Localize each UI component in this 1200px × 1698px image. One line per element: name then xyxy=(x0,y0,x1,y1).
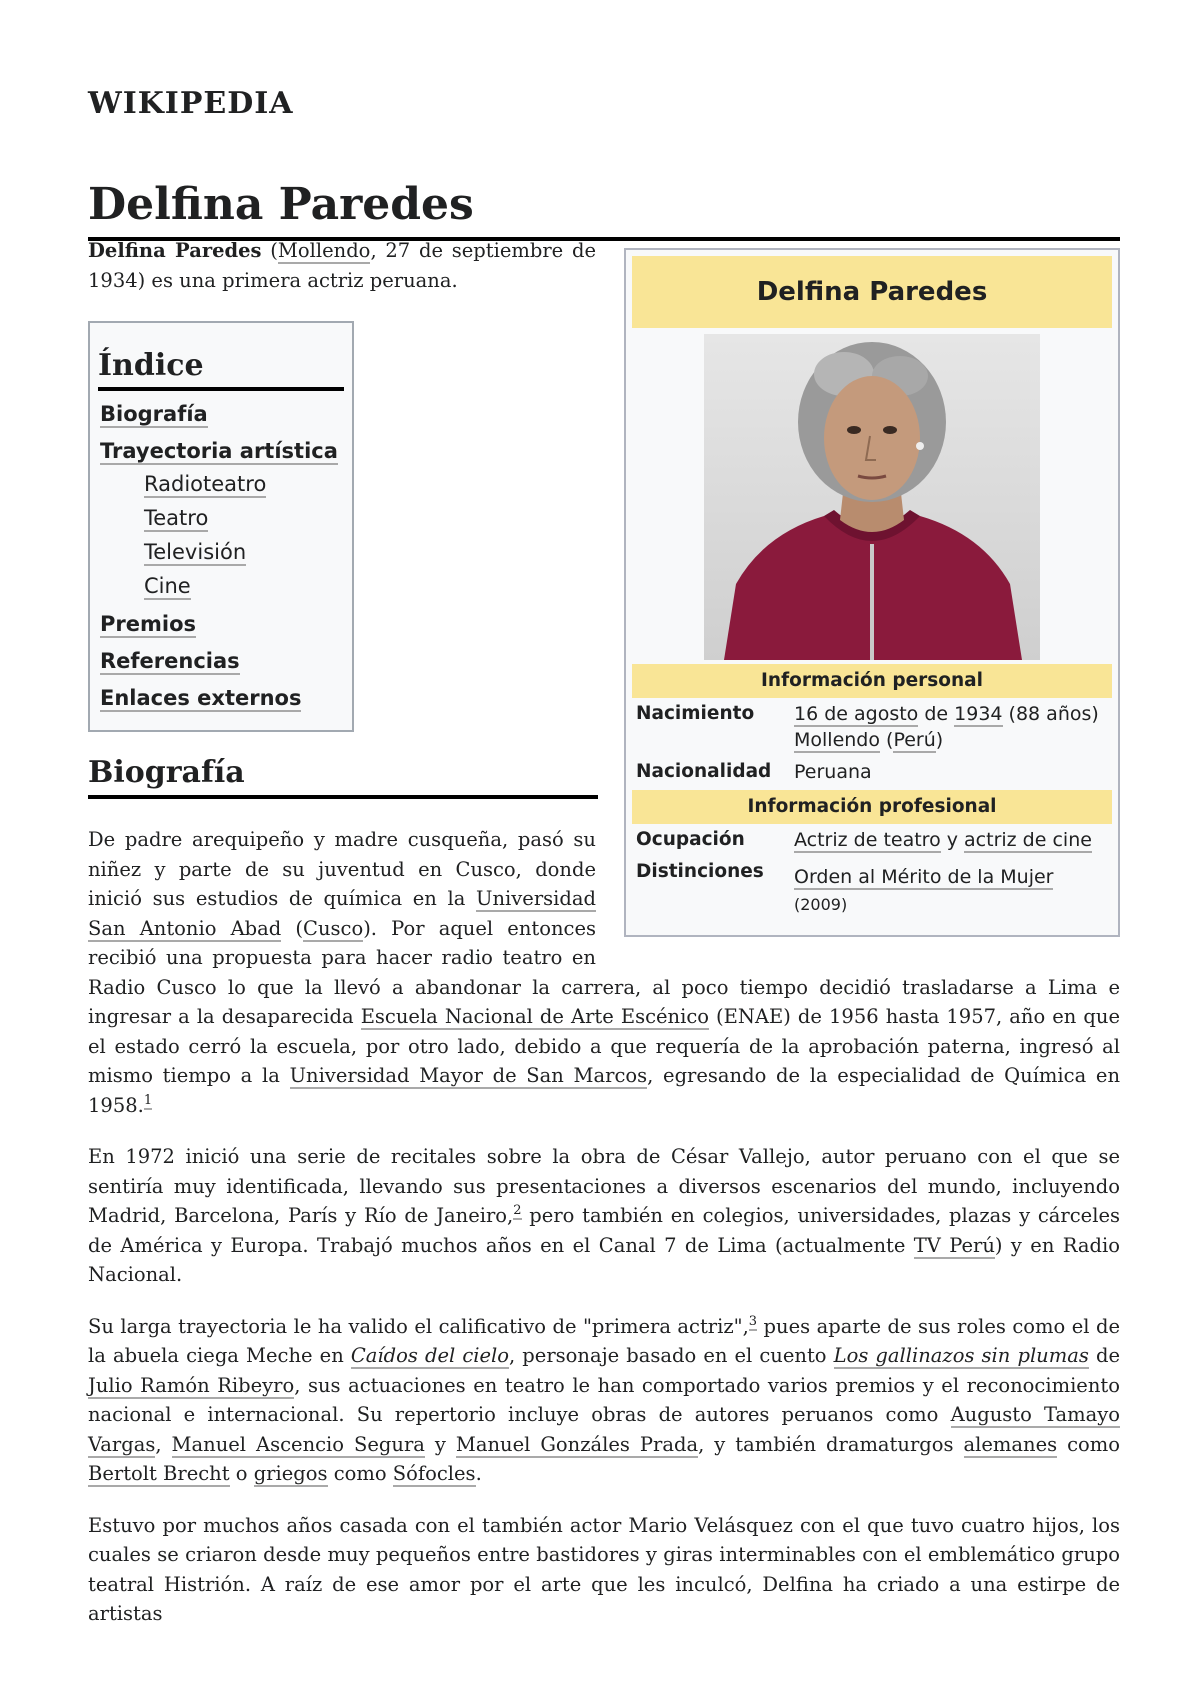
link-universidad-san-antonio-abad[interactable]: Universidad San Antonio Abad xyxy=(88,887,596,940)
toc-label: Biografía xyxy=(100,401,208,426)
birth-date-link[interactable]: 16 de agosto xyxy=(794,703,919,725)
birth-year-link[interactable]: 1934 xyxy=(954,703,1003,725)
toc-label: Teatro xyxy=(144,505,209,530)
link-manuel-gonzales-prada[interactable]: Manuel Gonzáles Prada xyxy=(455,1432,699,1456)
birth-age: (88 años) xyxy=(1002,703,1099,725)
toc-item-biografia[interactable] xyxy=(100,399,344,429)
birth-paren-open: ( xyxy=(880,729,894,751)
toc-label: Televisión xyxy=(144,539,247,564)
link-sofocles[interactable]: Sófocles xyxy=(392,1462,476,1485)
birth-value xyxy=(790,698,1112,756)
occupation-link-film[interactable]: actriz de cine xyxy=(964,829,1092,851)
intro-rest: , 27 de septiembre de 1934) es una primera actriz peruana. xyxy=(88,239,596,292)
infobox-title: Delfina Paredes xyxy=(632,256,1112,328)
distinctions-row xyxy=(632,856,1112,921)
text: ( xyxy=(281,916,304,940)
birth-label: Nacimiento xyxy=(636,703,755,724)
text: ). Por aquel entonces recibió una propuesta para hacer radio teatro en Radio Cusco lo que la llevó a abandonar la carrera, al poco tiempo decidió trasladarse a Lima e ingresar a la desaparecida xyxy=(88,916,1120,1028)
toc-label: Referencias xyxy=(100,648,240,673)
toc-item-radioteatro[interactable] xyxy=(144,469,344,499)
text: Su larga trayectoria le ha valido el calificativo de "primera actriz", xyxy=(88,1314,749,1338)
text: o xyxy=(229,1462,254,1485)
infobox xyxy=(624,248,1120,937)
portrait-photo[interactable] xyxy=(704,334,1040,660)
portrait-image xyxy=(704,334,1040,660)
intro-paren: ( xyxy=(261,239,278,262)
toc-label: Cine xyxy=(144,573,191,598)
text: pero también en colegios, universidades, plazas y cárceles de América y Europa. Trabajó muchos años en el Canal 7 de Lima (actualmente xyxy=(88,1204,1120,1257)
text: , egresando de la especialidad de Química en 1958. xyxy=(88,1064,1121,1117)
paragraph-2 xyxy=(88,1142,1120,1290)
occupation-link-theatre[interactable]: Actriz de teatro xyxy=(794,829,941,851)
text: De padre arequipeño y madre cusqueña, pasó su niñez y parte de su juventud en Cusco, donde inició sus estudios de química en la xyxy=(88,828,596,910)
distinction-year: (2009) xyxy=(794,895,848,914)
text: como xyxy=(1057,1432,1120,1456)
ref-number: 2 xyxy=(513,1203,522,1218)
text: , sus actuaciones en teatro le han comportado varios premios y el reconocimiento nacional e internacional. Su repertorio incluye obras de autores peruanos como xyxy=(88,1373,1120,1426)
link-cusco[interactable]: Cusco xyxy=(303,916,364,940)
occupation-label: Ocupación xyxy=(636,829,745,850)
birth-paren-close: ) xyxy=(935,729,944,751)
link-alemanes[interactable]: alemanes xyxy=(963,1432,1058,1456)
toc-label: Enlaces externos xyxy=(100,685,302,710)
reference-1[interactable] xyxy=(144,1093,152,1110)
professional-info-header: Información profesional xyxy=(632,790,1112,824)
text: , personaje basado en el cuento xyxy=(509,1344,834,1367)
paragraph-4 xyxy=(88,1511,1120,1629)
link-julio-ramon-ribeyro[interactable]: Julio Ramón Ribeyro xyxy=(88,1373,295,1397)
birth-de-text: de xyxy=(918,703,955,725)
link-enae[interactable]: Escuela Nacional de Arte Escénico xyxy=(360,1005,709,1028)
link-augusto-tamayo-vargas[interactable]: Augusto Tamayo Vargas xyxy=(88,1403,1120,1456)
text: ) y en Radio Nacional. xyxy=(88,1233,1120,1286)
text: , xyxy=(155,1432,172,1456)
distinctions-label: Distinciones xyxy=(636,861,764,882)
toc-label: Radioteatro xyxy=(144,471,267,496)
birth-row xyxy=(632,698,1112,756)
section-heading-biografia: Biografía xyxy=(88,758,598,800)
reference-2[interactable] xyxy=(513,1203,521,1220)
distinctions-value xyxy=(790,856,1112,921)
toc-list xyxy=(98,399,344,713)
intro-mollendo-link[interactable]: Mollendo xyxy=(277,239,371,262)
text: . xyxy=(475,1462,482,1485)
text: pues aparte de sus roles como el de la abuela ciega Meche en xyxy=(88,1314,1120,1367)
toc-title: Índice xyxy=(98,351,344,391)
nationality-row xyxy=(632,756,1112,788)
birth-city-link[interactable]: Mollendo xyxy=(794,729,880,751)
link-bertolt-brecht[interactable]: Bertolt Brecht xyxy=(88,1462,230,1485)
nationality-value: Peruana xyxy=(794,761,872,783)
text: (ENAE) de 1956 hasta 1957, año en que el estado cerró la escuela, por otro lado, debido a que requería de la aprobación paterna, ingresó al mismo tiempo a la xyxy=(88,1005,1120,1087)
professional-info-table xyxy=(632,824,1112,921)
paragraph-3 xyxy=(88,1312,1120,1489)
personal-info-table xyxy=(632,698,1112,788)
link-tv-peru[interactable]: TV Perú xyxy=(913,1233,995,1257)
toc-item-premios[interactable] xyxy=(100,609,344,639)
text: como xyxy=(327,1462,393,1485)
toc-label: Premios xyxy=(100,611,196,636)
table-of-contents xyxy=(88,321,354,732)
occupation-row xyxy=(632,824,1112,856)
logo-text: WIKIPEDIA xyxy=(88,86,294,121)
ref-number: 3 xyxy=(748,1313,758,1329)
article-body xyxy=(88,236,1120,1651)
toc-item-referencias[interactable] xyxy=(100,646,344,676)
occupation-and: y xyxy=(940,829,965,851)
page-title: Delfina Paredes xyxy=(88,177,1120,241)
text: y xyxy=(424,1432,456,1456)
toc-item-teatro[interactable] xyxy=(144,503,344,533)
toc-item-cine[interactable] xyxy=(144,571,344,601)
text: Estuvo por muchos años casada con el también actor Mario Velásquez con el que tuvo cuatro hijos, los cuales se criaron desde muy pequeños entre bastidores y giras interminables con el emblemático grupo teatral Histrión. A raíz de ese amor por el arte que les inculcó, Delfina ha criado a una estirpe de artistas xyxy=(88,1513,1120,1625)
toc-item-television[interactable] xyxy=(144,537,344,567)
link-los-gallinazos[interactable]: Los gallinazos sin plumas xyxy=(833,1344,1089,1367)
toc-label: Trayectoria artística xyxy=(100,438,338,463)
reference-3[interactable] xyxy=(749,1314,757,1331)
text: En 1972 inició una serie de recitales sobre la obra de César Vallejo, autor peruano con el que se sentiría muy identificada, llevando sus presentaciones a diversos escenarios del mundo, incluyendo Madrid, Barcelona, París y Río de Janeiro, xyxy=(88,1145,1120,1227)
link-manuel-ascencio-segura[interactable]: Manuel Ascencio Segura xyxy=(171,1432,425,1456)
distinction-link[interactable]: Orden al Mérito de la Mujer xyxy=(794,866,1054,888)
intro-name: Delfina Paredes xyxy=(88,239,262,262)
nationality-label: Nacionalidad xyxy=(636,761,772,782)
link-griegos[interactable]: griegos xyxy=(253,1462,328,1485)
wikipedia-logo[interactable] xyxy=(88,86,294,121)
link-san-marcos[interactable]: Universidad Mayor de San Marcos xyxy=(289,1064,648,1087)
toc-item-trayectoria[interactable] xyxy=(100,436,344,466)
link-caidos-del-cielo[interactable]: Caídos del cielo xyxy=(350,1344,509,1367)
text: , y también dramaturgos xyxy=(698,1432,964,1456)
text: de xyxy=(1088,1344,1120,1367)
ref-number: 1 xyxy=(143,1092,153,1108)
personal-info-header: Información personal xyxy=(632,664,1112,698)
toc-item-enlaces[interactable] xyxy=(100,683,344,713)
birth-country-link[interactable]: Perú xyxy=(893,729,936,751)
occupation-value xyxy=(790,824,1112,856)
